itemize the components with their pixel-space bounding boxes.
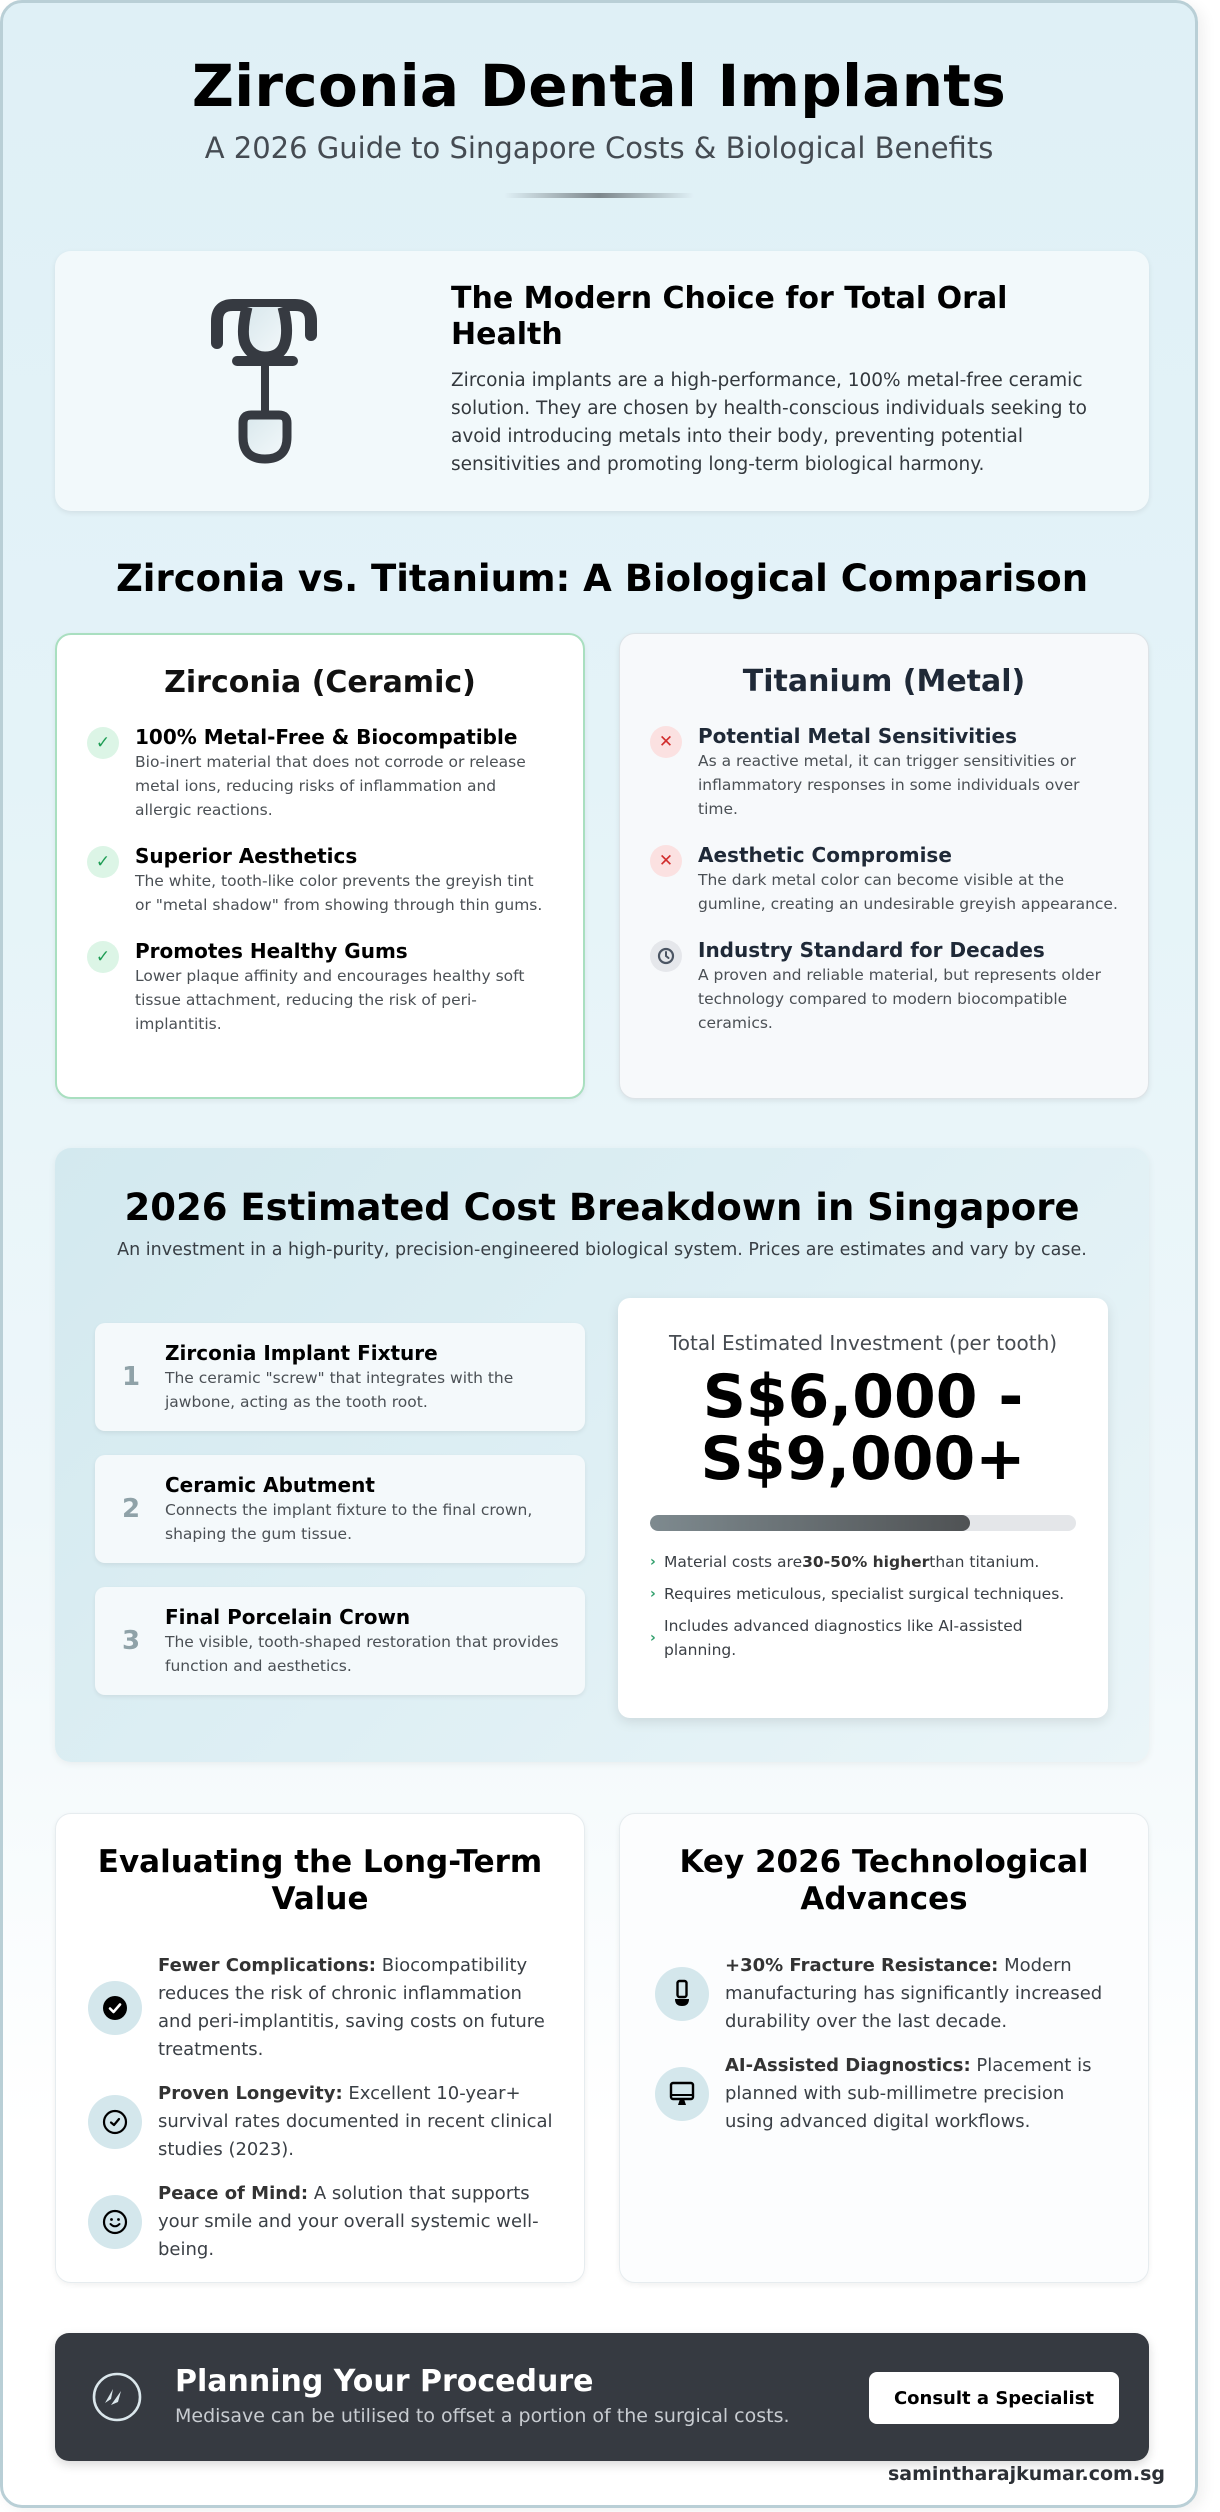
investment-note xyxy=(650,1614,1080,1662)
value-item-label: Fewer Complications: xyxy=(158,1955,376,1976)
tech-advances-card xyxy=(619,1813,1149,2283)
cta-banner xyxy=(55,2333,1149,2461)
chevron-right-icon: › xyxy=(650,1586,656,1602)
investment-label: Total Estimated Investment (per tooth) xyxy=(668,1331,1058,1355)
note-text: than titanium. xyxy=(929,1553,1040,1571)
zirconia-item xyxy=(87,939,553,1036)
cta-title: Planning Your Procedure xyxy=(175,2364,594,2399)
intro-body: Zirconia implants are a high-performance, 100% metal-free ceramic solution. They are chosen by health-conscious individuals seeking to avoid introducing metals into their body, preventing potential sensitivities and promoting long-term biological harmony. xyxy=(451,370,1087,475)
step-number: 2 xyxy=(121,1494,141,1524)
amount-line-1: S$6,000 - xyxy=(702,1362,1024,1432)
amount-line-2: S$9,000+ xyxy=(700,1424,1026,1494)
check-icon: ✓ xyxy=(87,727,119,759)
check-icon: ✓ xyxy=(87,846,119,878)
item-desc: Lower plaque affinity and encourages healthy soft tissue attachment, reducing the risk of peri-implantitis. xyxy=(135,967,525,1033)
cost-step xyxy=(95,1587,585,1695)
long-term-value-card xyxy=(55,1813,585,2283)
value-item xyxy=(88,2080,554,2164)
value-item-label: Proven Longevity: xyxy=(158,2083,343,2104)
implant-icon xyxy=(655,1967,709,2021)
tech-item xyxy=(655,1952,1118,2036)
check-circle-filled-icon xyxy=(88,1981,142,2035)
tech-item-label: +30% Fracture Resistance: xyxy=(725,1955,999,1976)
progress-bar-fill xyxy=(650,1515,970,1531)
value-item-text: A solution that supports your smile and your overall systemic well-being. xyxy=(158,2183,539,2260)
intro-card xyxy=(55,251,1149,511)
clock-icon xyxy=(650,940,682,972)
item-desc: Bio-inert material that does not corrode or release metal ions, reducing risks of inflammation and allergic reactions. xyxy=(135,753,526,819)
cost-subtitle: An investment in a high-purity, precision-engineered biological system. Prices are estimates and vary by case. xyxy=(117,1240,1087,1260)
note-text: Requires meticulous, specialist surgical techniques. xyxy=(664,1585,1065,1603)
monitor-icon xyxy=(655,2067,709,2121)
tech-title: Key 2026 Technological Advances xyxy=(679,1844,1089,1917)
zirconia-item xyxy=(87,844,553,917)
value-item-text: Excellent 10-year+ survival rates documented in recent clinical studies (2023). xyxy=(158,2083,553,2160)
investment-progress-bar xyxy=(650,1515,1076,1531)
step-number: 3 xyxy=(121,1626,141,1656)
check-circle-outline-icon xyxy=(88,2095,142,2149)
item-title: 100% Metal-Free & Biocompatible xyxy=(135,725,518,749)
item-title: Promotes Healthy Gums xyxy=(135,939,408,963)
item-title: Potential Metal Sensitivities xyxy=(698,724,1017,748)
item-desc: A proven and reliable material, but represents older technology compared to modern biocompatible ceramics. xyxy=(698,966,1101,1032)
tech-item-text: Modern manufacturing has significantly increased durability over the last decade. xyxy=(725,1955,1103,2032)
leaf-circle-icon xyxy=(91,2371,143,2423)
comparison-title: Zirconia vs. Titanium: A Biological Comparison xyxy=(115,557,1089,600)
cost-step xyxy=(95,1455,585,1563)
zirconia-card xyxy=(55,633,585,1099)
check-icon: ✓ xyxy=(87,941,119,973)
step-title: Ceramic Abutment xyxy=(165,1473,375,1497)
step-title: Zirconia Implant Fixture xyxy=(165,1341,438,1365)
step-desc: The ceramic "screw" that integrates with the jawbone, acting as the tooth root. xyxy=(165,1369,514,1411)
intro-text xyxy=(451,281,1091,479)
note-text: Includes advanced diagnostics like AI-assisted planning. xyxy=(664,1617,1023,1659)
x-icon: ✕ xyxy=(650,726,682,758)
investment-note xyxy=(650,1582,1080,1606)
item-title: Industry Standard for Decades xyxy=(698,938,1045,962)
smile-icon xyxy=(88,2195,142,2249)
investment-notes xyxy=(650,1550,1080,1670)
value-item xyxy=(88,1952,554,2064)
chevron-right-icon: › xyxy=(650,1554,656,1570)
investment-amount xyxy=(618,1362,1108,1494)
x-icon: ✕ xyxy=(650,845,682,877)
tech-item xyxy=(655,2052,1118,2136)
website-link[interactable]: samintharajkumar.com.sg xyxy=(887,2463,1165,2485)
value-title: Evaluating the Long-Term Value xyxy=(97,1844,543,1917)
intro-title: The Modern Choice for Total Oral Health xyxy=(451,281,1008,352)
page-subtitle: A 2026 Guide to Singapore Costs & Biological Benefits xyxy=(204,131,994,165)
investment-card xyxy=(618,1298,1108,1718)
zirconia-heading: Zirconia (Ceramic) xyxy=(164,665,476,700)
value-item-label: Peace of Mind: xyxy=(158,2183,309,2204)
chevron-right-icon: › xyxy=(650,1630,656,1646)
titanium-item xyxy=(650,938,1118,1035)
item-desc: As a reactive metal, it can trigger sensitivities or inflammatory responses in some individuals over time. xyxy=(698,752,1080,818)
item-title: Superior Aesthetics xyxy=(135,844,358,868)
cost-breakdown-panel xyxy=(55,1148,1149,1762)
page-title: Zirconia Dental Implants xyxy=(191,52,1007,120)
tech-item-text: Placement is planned with sub-millimetre precision using advanced digital workflows. xyxy=(725,2055,1092,2132)
step-desc: Connects the implant fixture to the final crown, shaping the gum tissue. xyxy=(165,1501,533,1543)
note-text: Material costs are xyxy=(664,1553,803,1571)
titanium-heading: Titanium (Metal) xyxy=(742,664,1026,699)
cta-subtitle: Medisave can be utilised to offset a portion of the surgical costs. xyxy=(175,2405,790,2427)
value-item xyxy=(88,2180,554,2264)
step-desc: The visible, tooth-shaped restoration that provides function and aesthetics. xyxy=(165,1633,559,1675)
step-title: Final Porcelain Crown xyxy=(165,1605,411,1629)
item-desc: The dark metal color can become visible at the gumline, creating an undesirable greyish appearance. xyxy=(698,871,1118,913)
titanium-item xyxy=(650,843,1118,916)
header-divider xyxy=(504,193,694,198)
cost-step xyxy=(95,1323,585,1431)
dental-implant-icon xyxy=(195,291,335,471)
item-desc: The white, tooth-like color prevents the greyish tint or "metal shadow" from showing through thin gums. xyxy=(135,872,543,914)
titanium-card xyxy=(619,633,1149,1099)
consult-specialist-button[interactable]: Consult a Specialist xyxy=(869,2372,1119,2424)
header xyxy=(3,3,1195,198)
investment-note xyxy=(650,1550,1080,1574)
tech-item-label: AI-Assisted Diagnostics: xyxy=(725,2055,971,2076)
zirconia-item xyxy=(87,725,553,822)
cost-title: 2026 Estimated Cost Breakdown in Singapore xyxy=(124,1186,1080,1229)
titanium-item xyxy=(650,724,1118,821)
step-number: 1 xyxy=(121,1362,141,1392)
item-title: Aesthetic Compromise xyxy=(698,843,952,867)
note-highlight: 30-50% higher xyxy=(802,1553,930,1571)
value-item-text: Biocompatibility reduces the risk of chronic inflammation and peri-implantitis, saving costs on future treatments. xyxy=(158,1955,545,2060)
